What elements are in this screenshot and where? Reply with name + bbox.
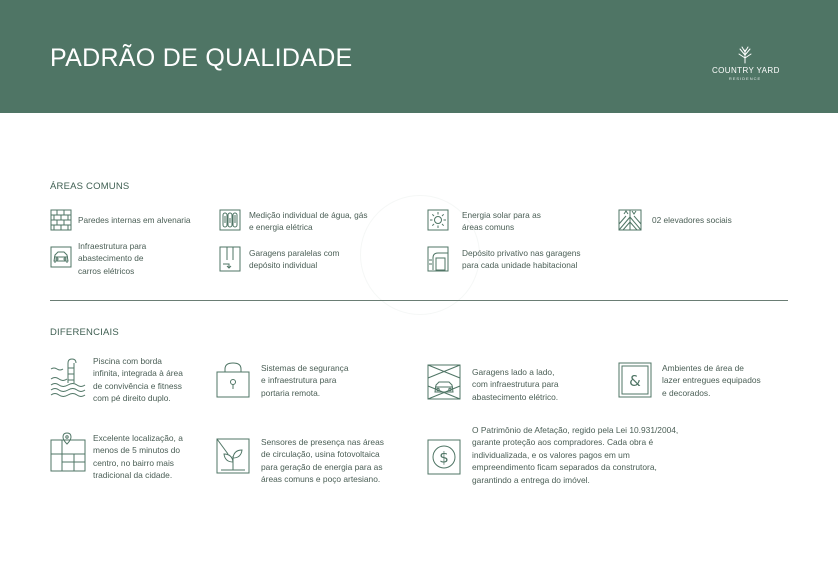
feature-text: Energia solar para as áreas comuns [462,210,541,233]
feature-text: Infraestrutura para abastecimento de carros elétricos [78,241,147,276]
feature-private-storage [427,246,581,272]
elevator-icon [618,209,642,231]
page-header [0,0,838,113]
storage-garage-icon [427,246,449,272]
parking-garage-icon [219,246,241,272]
brick-wall-icon [50,209,72,231]
feature-elevators [618,209,732,231]
section-divider [50,300,788,301]
feature-infinity-pool [50,355,183,405]
feature-leisure-areas [618,362,761,399]
feature-text: Medição individual de água, gás e energia elétrica [249,210,368,233]
feature-asset-protection [427,424,678,486]
feature-text: Sistemas de segurança e infraestrutura para portaria remota. [261,363,349,398]
page-title: PADRÃO DE QUALIDADE [50,44,353,72]
feature-location [50,432,183,482]
feature-individual-metering [219,209,368,234]
tree-logo-icon [736,46,754,64]
feature-text: 02 elevadores sociais [652,215,732,225]
security-lock-icon [216,362,250,398]
feature-security-systems [216,362,349,399]
svg-text:&: & [629,372,641,390]
country-yard-logo [712,46,778,86]
leisure-area-icon [618,362,652,398]
feature-text: Ambientes de área de lazer entregues equipados e decorados. [662,363,761,398]
feature-parallel-garages [219,246,339,272]
feature-ev-infrastructure [50,240,146,277]
feature-internal-walls [50,209,191,231]
feature-text: Excelente localização, a menos de 5 minutos do centro, no bairro mais tradicional da cidade. [93,433,183,481]
feature-text: O Patrimônio de Afetação, regido pela Lei 10.931/2004, garante proteção aos compradores. Cada obra é individualizada, e os valores pagos em um empreendimento ficam separados da construtora, garantindo a entrega do imóvel. [472,425,679,485]
feature-text: Depósito privativo nas garagens para cada unidade habitacional [462,248,581,271]
logo-subtitle: RESIDENCE [728,76,762,81]
money-protection-icon [427,424,461,484]
section-title-areas-comuns: ÁREAS COMUNS [50,181,130,192]
feature-text: Garagens paralelas com depósito individual [249,248,340,271]
feature-sensors-solar-plant [216,436,384,486]
feature-side-by-side-garages [427,364,559,403]
svg-text:$: $ [439,448,449,467]
feature-text: Piscina com borda infinita, integrada à área de convivência e fitness com pé direito duplo. [93,356,183,404]
pool-icon [50,355,86,399]
ev-charging-icon [50,240,72,274]
logo-brand-name: COUNTRY YARD [712,66,780,75]
sensor-plant-icon [216,436,250,474]
feature-solar-energy [427,209,541,234]
location-map-icon [50,432,86,472]
section-title-diferenciais: DIFERENCIAIS [50,327,119,338]
side-by-side-garage-icon [427,364,461,400]
water-meter-icon [219,209,241,231]
feature-text: Garagens lado a lado, com infraestrutura para abastecimento elétrico. [472,367,559,402]
feature-text: Sensores de presença nas áreas de circulação, usina fotovoltaica para geração de energia para as áreas comuns e poço artesiano. [261,437,384,485]
solar-energy-icon [427,209,449,231]
feature-text: Paredes internas em alvenaria [78,215,191,225]
